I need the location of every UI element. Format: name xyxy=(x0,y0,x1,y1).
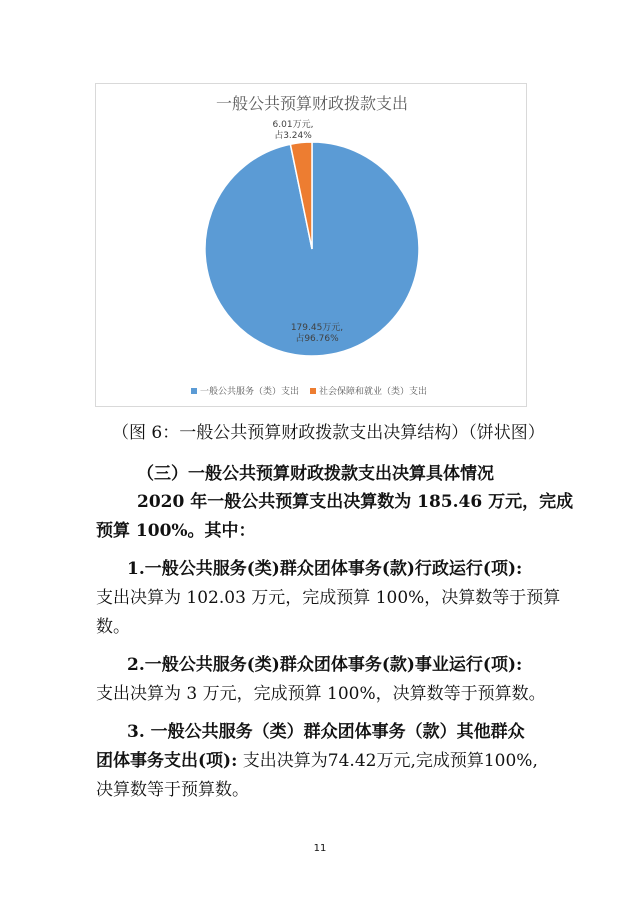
item3-line-2-rest: 支出决算为74.42万元,完成预算100%, xyxy=(237,751,538,771)
item1-line-3: 数。 xyxy=(96,617,130,637)
item1-line-2: 支出决算为 102.03 万元，完成预算 100%，决算数等于预算 xyxy=(96,588,561,608)
item2-title: 2.一般公共服务(类)群众团体事务(款)事业运行(项): xyxy=(127,655,523,675)
summary-line-1: 2020 年一般公共预算支出决算数为 185.46 万元，完成 xyxy=(137,492,574,512)
item3-title: 3. 一般公共服务（类）群众团体事务（款）其他群众 xyxy=(127,722,525,742)
figure-caption: （图 6：一般公共预算财政拨款支出决算结构）（饼状图） xyxy=(112,423,545,443)
pie-chart xyxy=(95,83,527,407)
chart-title: 一般公共预算财政拨款支出 xyxy=(215,94,409,113)
legend-swatch-orange xyxy=(310,388,316,394)
pie-chart-svg xyxy=(96,84,528,408)
page-number: 11 xyxy=(313,843,327,854)
data-label-small-2: 占3.24% xyxy=(274,131,312,141)
data-label-small-1: 6.01万元, xyxy=(272,120,314,130)
item1-title: 1.一般公共服务(类)群众团体事务(款)行政运行(项): xyxy=(127,559,523,579)
section-heading: （三）一般公共预算财政拨款支出决算具体情况 xyxy=(137,464,494,484)
legend-label-blue: 一般公共服务（类）支出 xyxy=(200,387,300,397)
legend-swatch-blue xyxy=(191,388,197,394)
item2-line-2: 支出决算为 3 万元，完成预算 100%，决算数等于预算数。 xyxy=(96,684,546,704)
item3-line-3: 决算数等于预算数。 xyxy=(96,780,249,800)
summary-line-2: 预算 100%。其中： xyxy=(96,521,256,541)
item3-line-2-bold: 团体事务支出(项): xyxy=(96,751,238,771)
data-label-large-2: 占96.76% xyxy=(295,334,339,344)
item3-line-2 xyxy=(96,746,640,771)
legend-label-orange: 社会保障和就业（类）支出 xyxy=(319,387,428,397)
data-label-large-1: 179.45万元, xyxy=(290,323,344,333)
